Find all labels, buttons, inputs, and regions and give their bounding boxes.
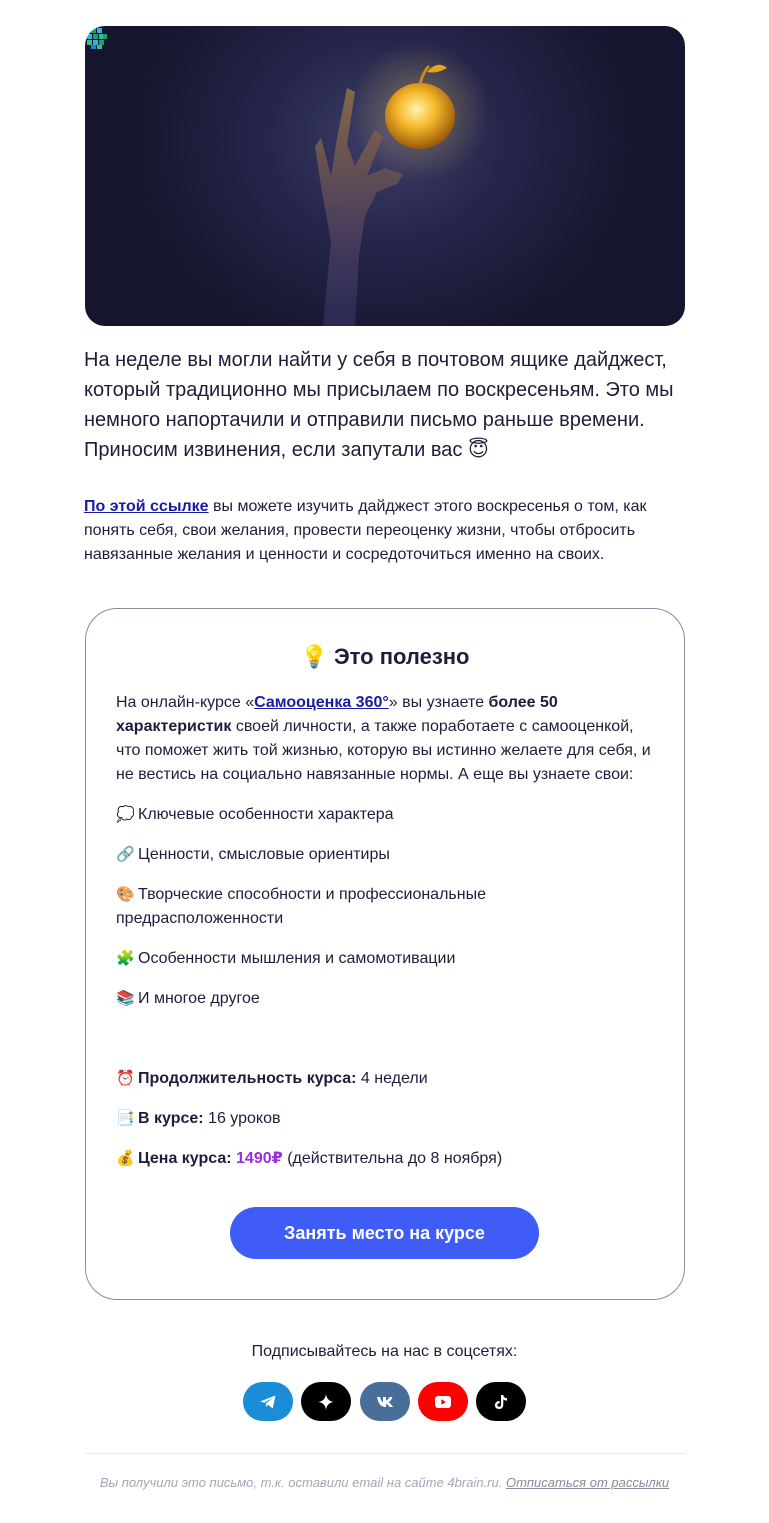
unsubscribe-link[interactable]: Отписаться от рассылки (505, 1475, 670, 1490)
feature-item (116, 947, 656, 971)
feature-text: Ключевые особенности характера (138, 806, 394, 823)
feature-item (116, 843, 656, 867)
price-label: Цена курса: (138, 1150, 232, 1167)
price-value: 1490₽ (236, 1150, 283, 1167)
telegram-icon (259, 1394, 277, 1410)
angel-emoji: 😇 (467, 439, 489, 461)
course-link[interactable]: Самооценка 360° (254, 694, 389, 711)
lessons-value: 16 уроков (203, 1110, 281, 1127)
desc-part-3: своей личности, а также поработаете с самооценкой, что поможет жить той жизнью, которую вы истинно желаете для себя, и не вестись на социально навязанные нормы. А еще вы узнаете свои: (116, 718, 651, 783)
desc-part-2: » вы узнаете (388, 694, 489, 711)
link-icon: 🔗 (116, 846, 135, 863)
feature-text: Особенности мышления и самомотивации (138, 950, 456, 967)
telegram-button[interactable] (243, 1382, 293, 1421)
digest-link[interactable]: По этой ссылке (84, 498, 209, 515)
bookmark-tabs-icon: 📑 (116, 1110, 135, 1127)
card-description (116, 691, 656, 787)
feature-text: Ценности, смысловые ориентиры (138, 846, 390, 863)
footer-note: Вы получили это письмо, т.к. оставили email на сайте 4brain.ru. (99, 1475, 506, 1490)
desc-bold: более 50 характеристик (116, 694, 558, 735)
vk-button[interactable] (360, 1382, 410, 1421)
subscribe-text: Подписывайтесь на нас в соцсетях: (251, 1343, 518, 1360)
feature-item (116, 883, 656, 931)
tiktok-icon (494, 1394, 508, 1410)
alarm-clock-icon: ⏰ (116, 1070, 135, 1087)
palette-icon: 🎨 (116, 886, 135, 903)
hand-golden-apple-image (85, 26, 685, 326)
books-icon: 📚 (116, 990, 135, 1007)
digest-paragraph-text: вы можете изучить дайджест этого воскресенья о том, как понять себя, свои желания, провести переоценку жизни, чтобы отбросить навязанные желания и ценности и сосредоточиться именно на своих. (84, 498, 647, 563)
course-lessons (116, 1107, 656, 1131)
footer-text (0, 1474, 769, 1492)
course-card (85, 608, 685, 1300)
enroll-button[interactable]: Занять место на курсе (230, 1207, 539, 1259)
dzen-button[interactable] (301, 1382, 351, 1421)
lightbulb-icon: 💡 (300, 644, 328, 669)
tiktok-button[interactable] (476, 1382, 526, 1421)
feature-text: Творческие способности и профессиональные предрасположенности (116, 886, 486, 927)
course-price (116, 1147, 656, 1171)
duration-value: 4 недели (356, 1070, 428, 1087)
money-bag-icon: 💰 (116, 1150, 135, 1167)
card-title-text: Это полезно (334, 644, 470, 669)
intro-body: На неделе вы могли найти у себя в почтовом ящике дайджест, который традиционно мы присылаем по воскресеньям. Это мы немного напортачили и отправили письмо раньше времени. Приносим извинения, если запутали вас (84, 349, 674, 461)
desc-part-1: На онлайн-курсе « (116, 694, 255, 711)
feature-item (116, 803, 656, 827)
digest-paragraph (84, 495, 674, 567)
4brain-cube-logo (85, 26, 109, 50)
intro-text (84, 345, 688, 465)
social-links (0, 1382, 769, 1422)
thought-bubble-icon: 💭 (116, 806, 135, 823)
hero-image (85, 26, 685, 326)
duration-label: Продолжительность курса: (138, 1070, 357, 1087)
feature-text: И многое другое (138, 990, 260, 1007)
course-duration (116, 1067, 656, 1091)
sparkle-icon (318, 1394, 334, 1410)
card-title (86, 643, 684, 671)
price-note: (действительна до 8 ноября) (282, 1150, 503, 1167)
puzzle-icon: 🧩 (116, 950, 135, 967)
youtube-button[interactable] (418, 1382, 468, 1421)
lessons-label: В курсе: (138, 1110, 204, 1127)
feature-item (116, 987, 656, 1011)
vk-icon (376, 1396, 394, 1408)
youtube-icon (435, 1396, 451, 1408)
footer-divider (85, 1453, 685, 1454)
